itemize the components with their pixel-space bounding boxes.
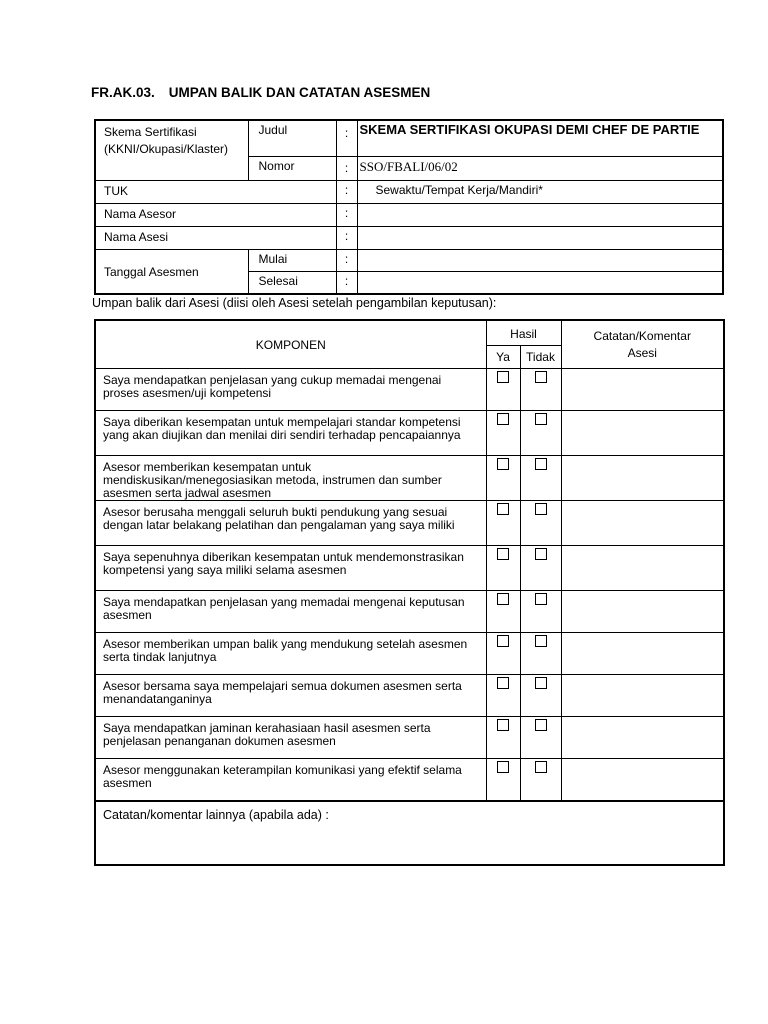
ya-checkbox[interactable] — [497, 503, 509, 515]
comment-cell[interactable] — [561, 759, 724, 802]
ya-cell — [486, 501, 520, 546]
comment-cell[interactable] — [561, 591, 724, 633]
notes-field[interactable] — [95, 801, 724, 865]
ya-checkbox[interactable] — [497, 413, 509, 425]
ya-cell — [486, 759, 520, 802]
tidak-cell — [520, 591, 561, 633]
comment-cell[interactable] — [561, 369, 724, 411]
comment-cell[interactable] — [561, 501, 724, 546]
asesor-label: Nama Asesor — [95, 204, 336, 227]
feedback-row — [95, 675, 724, 717]
ya-cell — [486, 675, 520, 717]
feedback-statement: Asesor memberikan umpan balik yang mendukung setelah asesmen serta tindak lanjutnya — [95, 633, 486, 675]
nomor-colon: : — [336, 157, 357, 181]
tidak-cell — [520, 411, 561, 456]
form-code: FR.AK.03. — [91, 85, 155, 100]
feedback-row — [95, 759, 724, 802]
ya-cell — [486, 411, 520, 456]
ya-cell — [486, 546, 520, 591]
tidak-header: Tidak — [520, 346, 561, 369]
ya-checkbox[interactable] — [497, 761, 509, 773]
notes-label: Catatan/komentar lainnya (apabila ada) : — [103, 808, 329, 822]
mulai-field[interactable] — [357, 250, 723, 272]
asesor-field[interactable] — [357, 204, 723, 227]
selesai-colon: : — [336, 272, 357, 295]
comment-cell[interactable] — [561, 456, 724, 501]
ya-checkbox[interactable] — [497, 677, 509, 689]
ya-checkbox[interactable] — [497, 458, 509, 470]
tidak-cell — [520, 759, 561, 802]
comment-cell[interactable] — [561, 546, 724, 591]
judul-colon: : — [336, 120, 357, 157]
feedback-statement: Asesor memberikan kesempatan untuk mendiskusikan/menegosiasikan metoda, instrumen dan sumber asesmen serta jadwal asesmen — [95, 456, 486, 501]
feedback-statement: Asesor menggunakan keterampilan komunikasi yang efektif selama asesmen — [95, 759, 486, 802]
feedback-statement: Saya mendapatkan penjelasan yang cukup memadai mengenai proses asesmen/uji kompetensi — [95, 369, 486, 411]
asesor-colon: : — [336, 204, 357, 227]
feedback-row — [95, 456, 724, 501]
tidak-checkbox[interactable] — [535, 761, 547, 773]
info-table — [94, 119, 724, 295]
feedback-items — [95, 369, 724, 802]
form-title-text: UMPAN BALIK DAN CATATAN ASESMEN — [168, 85, 431, 100]
hasil-header: Hasil — [486, 320, 561, 346]
ya-cell — [486, 633, 520, 675]
tidak-checkbox[interactable] — [535, 593, 547, 605]
ya-checkbox[interactable] — [497, 635, 509, 647]
comment-cell[interactable] — [561, 717, 724, 759]
catatan-header: Catatan/Komentar Asesi — [561, 320, 724, 369]
feedback-row — [95, 501, 724, 546]
mulai-label: Mulai — [248, 250, 336, 272]
asesi-colon: : — [336, 227, 357, 250]
skema-label: Skema Sertifikasi (KKNI/Okupasi/Klaster) — [95, 120, 248, 181]
ya-cell — [486, 591, 520, 633]
feedback-statement: Saya mendapatkan penjelasan yang memadai mengenai keputusan asesmen — [95, 591, 486, 633]
tidak-cell — [520, 456, 561, 501]
ya-cell — [486, 369, 520, 411]
feedback-statement: Saya diberikan kesempatan untuk mempelajari standar kompetensi yang akan diujikan dan menilai diri sendiri terhadap pencapaiannya — [95, 411, 486, 456]
tidak-checkbox[interactable] — [535, 413, 547, 425]
ya-checkbox[interactable] — [497, 593, 509, 605]
mulai-colon: : — [336, 250, 357, 272]
tidak-checkbox[interactable] — [535, 458, 547, 470]
feedback-row — [95, 633, 724, 675]
tidak-cell — [520, 501, 561, 546]
tidak-checkbox[interactable] — [535, 548, 547, 560]
asesi-field[interactable] — [357, 227, 723, 250]
tidak-cell — [520, 369, 561, 411]
tidak-checkbox[interactable] — [535, 635, 547, 647]
ya-cell — [486, 456, 520, 501]
tidak-cell — [520, 717, 561, 759]
comment-cell[interactable] — [561, 675, 724, 717]
feedback-intro: Umpan balik dari Asesi (diisi oleh Asesi setelah pengambilan keputusan): — [92, 296, 497, 310]
nomor-label: Nomor — [248, 157, 336, 181]
tidak-checkbox[interactable] — [535, 677, 547, 689]
feedback-table — [94, 319, 725, 866]
tanggal-label: Tanggal Asesmen — [95, 250, 248, 295]
feedback-row — [95, 546, 724, 591]
judul-value[interactable]: SKEMA SERTIFIKASI OKUPASI DEMI CHEF DE PARTIE — [357, 120, 723, 157]
selesai-field[interactable] — [357, 272, 723, 295]
feedback-statement: Asesor bersama saya mempelajari semua dokumen asesmen serta menandatanganinya — [95, 675, 486, 717]
komponen-header: KOMPONEN — [95, 320, 486, 369]
tuk-label: TUK — [95, 181, 336, 204]
judul-label: Judul — [248, 120, 336, 157]
tuk-value[interactable]: Sewaktu/Tempat Kerja/Mandiri* — [357, 181, 723, 204]
tidak-cell — [520, 546, 561, 591]
tidak-checkbox[interactable] — [535, 503, 547, 515]
tidak-checkbox[interactable] — [535, 371, 547, 383]
ya-cell — [486, 717, 520, 759]
tidak-cell — [520, 675, 561, 717]
ya-checkbox[interactable] — [497, 719, 509, 731]
tuk-colon: : — [336, 181, 357, 204]
feedback-row — [95, 717, 724, 759]
feedback-statement: Saya sepenuhnya diberikan kesempatan untuk mendemonstrasikan kompetensi yang saya miliki selama asesmen — [95, 546, 486, 591]
ya-header: Ya — [486, 346, 520, 369]
comment-cell[interactable] — [561, 411, 724, 456]
ya-checkbox[interactable] — [497, 371, 509, 383]
feedback-statement: Asesor berusaha menggali seluruh bukti pendukung yang sesuai dengan latar belakang pelatihan dan pengalaman yang saya miliki — [95, 501, 486, 546]
feedback-statement: Saya mendapatkan jaminan kerahasiaan hasil asesmen serta penjelasan penanganan dokumen asesmen — [95, 717, 486, 759]
feedback-row — [95, 591, 724, 633]
nomor-value[interactable]: SSO/FBALI/06/02 — [357, 157, 723, 181]
asesi-label: Nama Asesi — [95, 227, 336, 250]
ya-checkbox[interactable] — [497, 548, 509, 560]
form-title — [91, 85, 430, 100]
tidak-cell — [520, 633, 561, 675]
comment-cell[interactable] — [561, 633, 724, 675]
selesai-label: Selesai — [248, 272, 336, 295]
tidak-checkbox[interactable] — [535, 719, 547, 731]
feedback-row — [95, 369, 724, 411]
feedback-row — [95, 411, 724, 456]
